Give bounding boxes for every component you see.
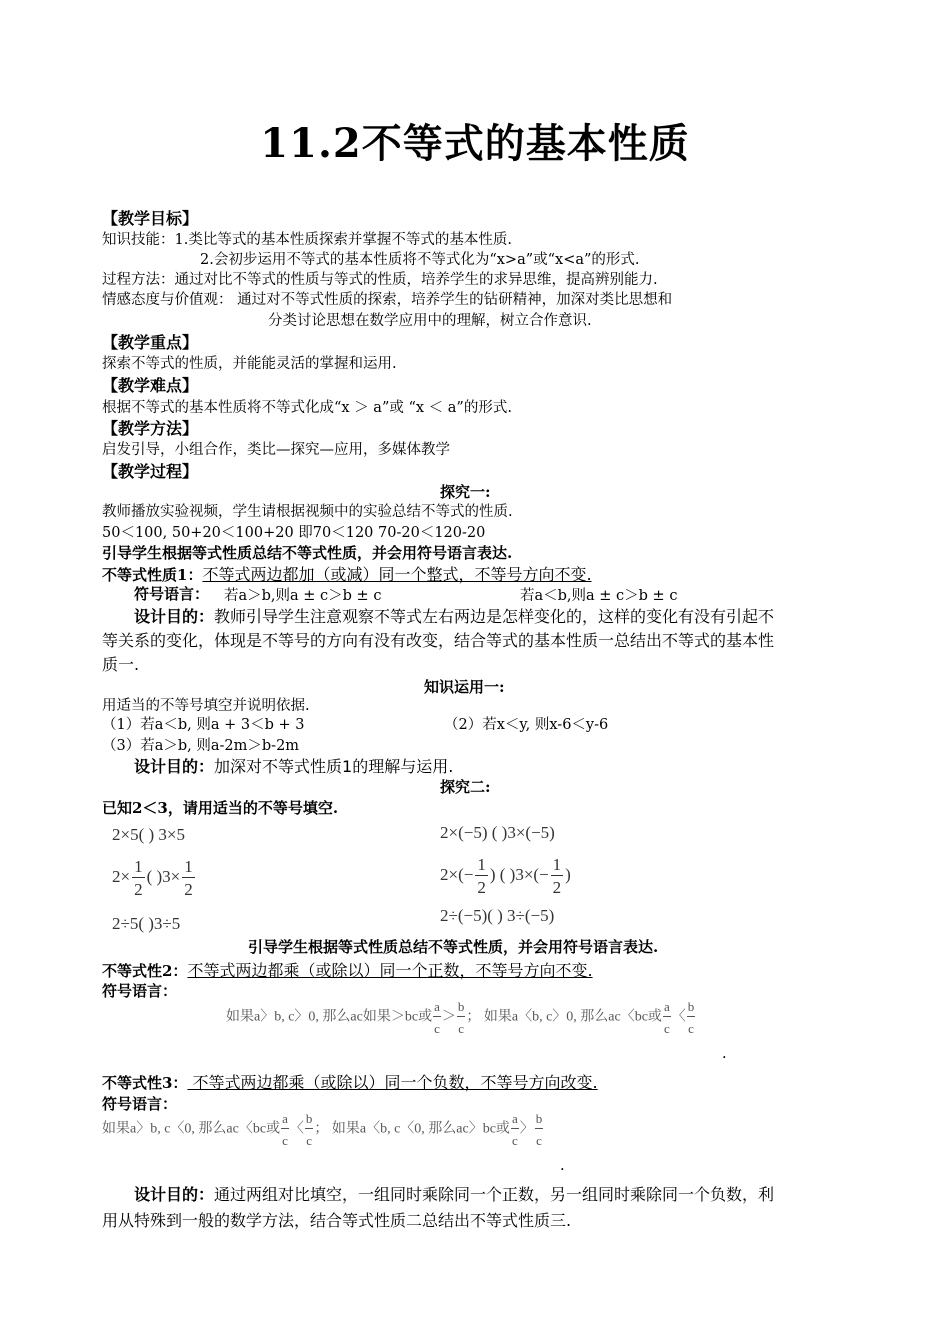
goals-knowledge-1: 知识技能：1.类比等式的基本性质探索并掌握不等式的基本性质. xyxy=(102,232,512,248)
exercise-5: 2÷5( )3÷5 xyxy=(112,914,181,933)
explore2-given: 已知2＜3，请用适当的不等号填空. xyxy=(102,799,339,817)
apply1-item2: （2）若x＜y, 则x-6＜y-6 xyxy=(444,717,609,733)
design-label-2: 设计目的： xyxy=(134,757,215,776)
property-3 xyxy=(102,1070,598,1093)
symbol-language-label-1: 符号语言： xyxy=(134,585,210,603)
fraction-half: $\frac{1}{2}$ xyxy=(184,857,193,899)
exercise-2: 2×(−5) ( )3×(−5) xyxy=(440,823,555,842)
design-text-1a: 教师引导学生注意观察不等式左右两边是怎样变化的，这样的变化有没有引起不 xyxy=(214,607,775,626)
goals-emotion-1: 情感态度与价值观： 通过对不等式性质的探索，培养学生的钻研精神，加深对类比思想和 xyxy=(102,292,673,308)
explore1-title: 探究一: xyxy=(440,483,491,501)
dot-2: . xyxy=(560,1158,565,1174)
key-point-text: 探索不等式的性质，并能能灵活的掌握和运用. xyxy=(102,356,397,372)
fraction-half: $\frac{1}{2}$ xyxy=(552,855,562,897)
design-text-2: 加深对不等式性质1的理解与运用. xyxy=(214,757,454,776)
goals-knowledge-2: 2.会初步运用不等式的基本性质将不等式化为“x>a”或“x<a”的形式. xyxy=(200,252,640,268)
property-3-text: 不等式两边都乘（或除以）同一个负数，不等号方向改变. xyxy=(187,1073,598,1092)
explore2-guide: 引导学生根据等式性质总结不等式性质，并会用符号语言表达. xyxy=(248,938,659,956)
goals-process: 过程方法：通过对比不等式的性质与等式的性质，培养学生的求异思维，提高辨别能力. xyxy=(102,272,658,288)
method-text: 启发引导，小组合作，类比—探究—应用，多媒体教学 xyxy=(102,442,450,458)
property-2-label: 不等式性2： xyxy=(102,962,188,980)
design-text-3a: 通过两组对比填空，一组同时乘除同一个正数，另一组同时乘除同一个负数，利 xyxy=(214,1185,775,1204)
property-2 xyxy=(102,958,593,981)
property-3-label: 不等式性3： xyxy=(102,1074,188,1092)
property-1-text: 不等式两边都加（或减）同一个整式，不等号方向不变. xyxy=(202,565,592,584)
difficulty-heading: 【教学难点】 xyxy=(102,376,199,395)
apply1-intro: 用适当的不等号填空并说明依据. xyxy=(102,698,310,714)
goals-heading: 【教学目标】 xyxy=(102,209,199,228)
apply1-item3: （3）若a＞b, 则a-2m＞b-2m xyxy=(102,738,300,754)
symbol-1a: 若a＞b,则a ± c＞b ± c xyxy=(224,588,382,604)
apply1-item1: （1）若a＜b, 则a + 3＜b + 3 xyxy=(102,717,305,733)
design-purpose-1 xyxy=(134,604,774,627)
property-1-label: 不等式性质1： xyxy=(102,566,203,584)
key-point-heading: 【教学重点】 xyxy=(102,333,199,352)
explore1-line2: 50＜100, 50+20＜100+20 即70＜120 70-20＜120-20 xyxy=(102,525,486,541)
design-purpose-2 xyxy=(134,754,453,777)
design-purpose-3 xyxy=(134,1182,774,1205)
exercise-4: 2×(− $\frac{1}{2}$ ) ( )3×(− $\frac{1}{2}$ ) xyxy=(440,855,571,897)
explore1-guide: 引导学生根据等式性质总结不等式性质，并会用符号语言表达. xyxy=(102,544,513,562)
fraction-half: $\frac{1}{2}$ xyxy=(134,857,143,899)
symbol-1b: 若a＜b,则a ± c＞b ± c xyxy=(520,588,678,604)
symbol-3: 如果a〉b, c〈0, 那么ac〈bc或 $\frac{a}{c}$ 〈 $\frac{b}{c}$ ； 如果a〈b, c〈0, 那么ac〉bc或 $\frac{a}{c}$ 〉 $\frac{b}{c}$ xyxy=(102,1111,543,1148)
design-text-1b: 等关系的变化，体现是不等号的方向有没有改变，结合等式的基本性质一总结出不等式的基本性 xyxy=(102,631,775,650)
difficulty-text: 根据不等式的基本性质将不等式化成“x ＞ a”或 “x ＜ a”的形式. xyxy=(102,400,512,416)
dot-1: . xyxy=(722,1046,727,1062)
symbol-2: 如果a〉b, c〉0, 那么ac如果＞bc或 $\frac{a}{c}$ ＞ $\frac{b}{c}$ ； 如果a〈b, c〉0, 那么ac〈bc或 $\frac{a}{c}$ 〈 $\frac{b}{c}$ xyxy=(226,999,695,1036)
exercise-1: 2×5( ) 3×5 xyxy=(112,825,185,844)
process-heading: 【教学过程】 xyxy=(102,462,199,481)
property-1 xyxy=(102,562,592,585)
design-label-3: 设计目的： xyxy=(134,1185,215,1204)
symbol-language-label-3: 符号语言： xyxy=(102,1095,178,1113)
goals-emotion-2: 分类讨论思想在数学应用中的理解，树立合作意识. xyxy=(268,313,592,329)
page-title: 11.2不等式的基本性质 xyxy=(260,120,690,167)
symbol-language-label-2: 符号语言： xyxy=(102,982,178,1000)
explore2-title: 探究二: xyxy=(440,778,491,796)
method-heading: 【教学方法】 xyxy=(102,419,199,438)
exercise-3: 2× $\frac{1}{2}$ ( )3× $\frac{1}{2}$ xyxy=(112,857,193,899)
explore1-line1: 教师播放实验视频，学生请根据视频中的实验总结不等式的性质. xyxy=(102,504,513,520)
exercise-6: 2÷(−5)( ) 3÷(−5) xyxy=(440,906,555,925)
property-2-text: 不等式两边都乘（或除以）同一个正数，不等号方向不变. xyxy=(187,961,593,980)
design-label-1: 设计目的： xyxy=(134,607,215,626)
design-text-3b: 用从特殊到一般的数学方法，结合等式性质二总结出不等式性质三. xyxy=(102,1211,572,1230)
apply1-title: 知识运用一: xyxy=(424,678,505,696)
fraction-half: $\frac{1}{2}$ xyxy=(477,855,486,897)
design-text-1c: 质一. xyxy=(102,655,140,674)
